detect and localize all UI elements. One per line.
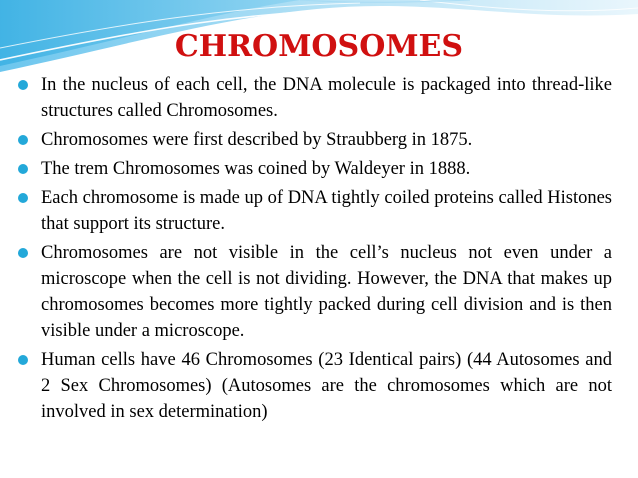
bullet-text: The trem Chromosomes was coined by Waldeyer in 1888.	[41, 159, 471, 179]
bullet-icon	[18, 248, 28, 258]
bullet-text: Human cells have 46 Chromosomes (23 Identical pairs) (44 Autosomes and 2 Sex Chromosomes) (Autosomes are the chromosomes which are not involved in sex determination)	[41, 350, 612, 422]
bullet-item	[18, 185, 612, 237]
bullet-icon	[18, 164, 28, 174]
bullet-icon	[18, 355, 28, 365]
bullet-item	[18, 72, 612, 124]
slide-title: CHROMOSOMES	[174, 29, 464, 64]
bullet-text: Each chromosome is made up of DNA tightly coiled proteins called Histones that support its structure.	[41, 188, 612, 234]
bullet-item	[18, 240, 612, 344]
bullet-icon	[18, 135, 28, 145]
bullet-icon	[18, 80, 28, 90]
bullet-list	[18, 72, 612, 428]
bullet-item	[18, 347, 612, 425]
bullet-icon	[18, 193, 28, 203]
bullet-text: In the nucleus of each cell, the DNA molecule is packaged into thread-like structures called Chromosomes.	[41, 75, 612, 121]
bullet-text: Chromosomes are not visible in the cell’s nucleus not even under a microscope when the cell is not dividing. However, the DNA that makes up chromosomes becomes more tightly packed during cell division and is then visible under a microscope.	[41, 243, 612, 341]
bullet-item	[18, 156, 612, 182]
bullet-item	[18, 127, 612, 153]
bullet-text: Chromosomes were first described by Straubberg in 1875.	[41, 130, 473, 150]
